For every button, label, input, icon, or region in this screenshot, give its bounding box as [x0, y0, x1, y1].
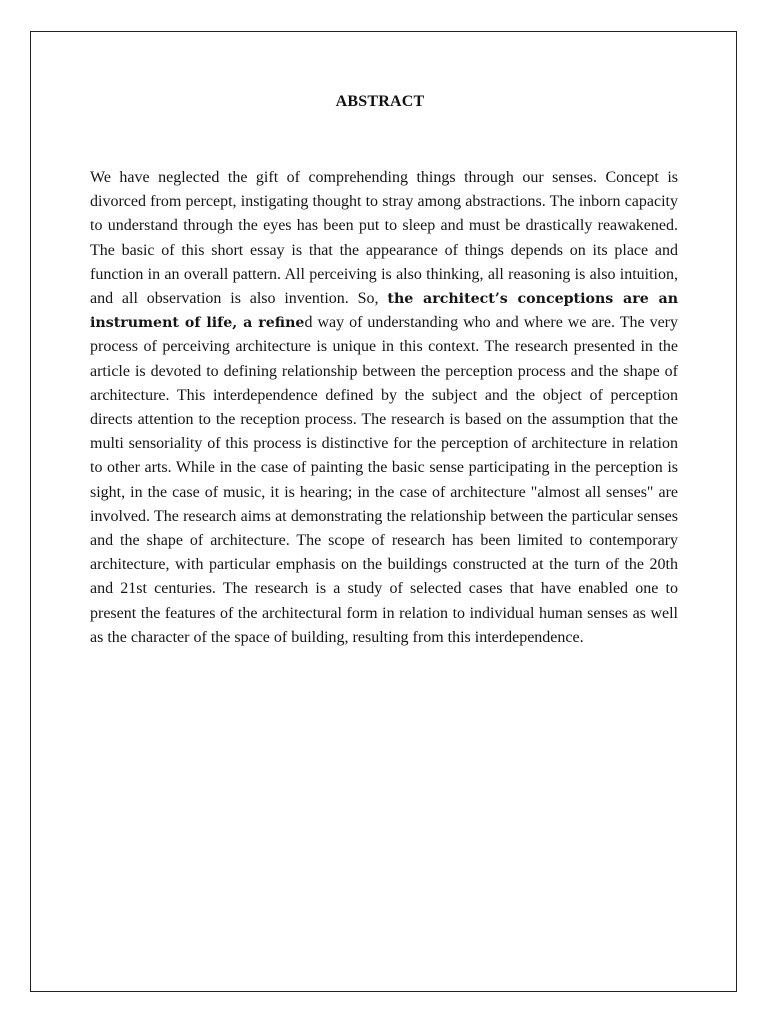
- abstract-heading: ABSTRACT: [335, 93, 425, 110]
- abstract-paragraph: [90, 166, 678, 650]
- abstract-text-part-1: We have neglected the gift of comprehending things through our senses. Concept is divorced from percept, instigating thought to stray among abstractions. The inborn capacity to understand through the eyes has been put to sleep and must be drastically reawakened. The basic of this short essay is that the appearance of things depends on its place and function in an overall pattern. All perceiving is also thinking, all reasoning is also intuition, and all observation is also invention. So,: [90, 169, 678, 308]
- abstract-text-part-2: d way of understanding who and where we are. The very process of perceiving architecture is unique in this context. The research presented in the article is devoted to defining relationship between the perception process and the shape of architecture. This interdependence defined by the subject and the object of perception directs attention to the reception process. The research is based on the assumption that the multi sensoriality of this process is distinctive for the perception of architecture in relation to other arts. While in the case of painting the basic sense participating in the perception is sight, in the case of music, it is hearing; in the case of architecture "almost all senses" are involved. The research aims at demonstrating the relationship between the particular senses and the shape of architecture. The scope of research has been limited to contemporary architecture, with particular emphasis on the buildings constructed at the turn of the 20th and 21st centuries. The research is a study of selected cases that have enabled one to present the features of the architectural form in relation to individual human senses as well as the character of the space of building, resulting from this interdependence.: [90, 314, 678, 646]
- abstract-emphasized-phrase: the architect’s conceptions are an instrument of life, a refine: [90, 291, 679, 332]
